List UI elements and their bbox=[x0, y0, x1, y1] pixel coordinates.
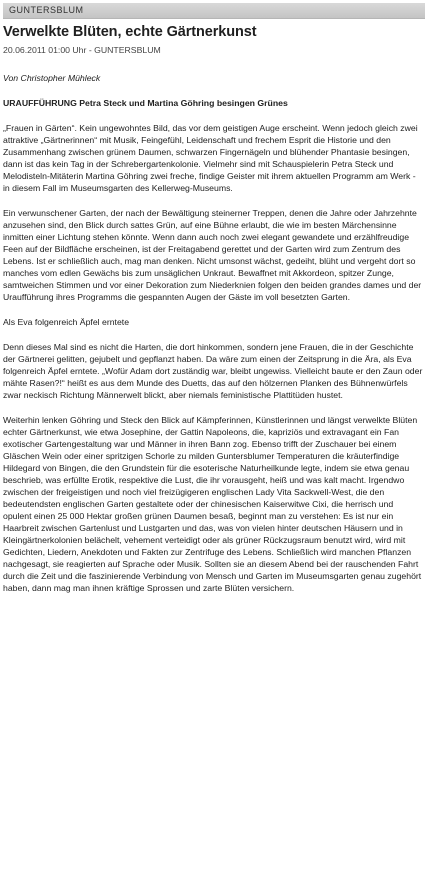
article-paragraph: Weiterhin lenken Göhring und Steck den Blick auf Kämpferinnen, Künstlerinnen und längst verwelkte Blüten echter Gärtnerkunst, wie etwa Josephine, der Gattin Napoleons, die, kapriziös und extravagant ein Fan exotischer Gartengestaltung war und Männer in ihren Bann zog. Ebenso trifft der Zuschauer bei einem Gläschen Wein oder einer spritzigen Schorle zu milden Guntersblumer Temperaturen die kräuterfindige Hildegard von Bingen, die den Grundstein für die esoterische Naturheilkunde legte, indem sie etwa genau beschrieb, was erfüllte Erotik, respektive die Lust, die ihr vorausgeht, heiß und was kalt macht. Irgendwo zwischen der freigeistigen und noch viel freizügigeren englischen Lady Vita Sackwell-West, die den bedeutendsten englischen Garten gestaltete oder der chinesischen Kaiserwitwe Cixi, die herrisch und opulent einen 25 000 Hektar großen grünen Daumen besaß, beginnt man zu verstehen: Es ist nur ein Haarbreit zwischen Gartenlust und Lustgarten und das, was von vielen hinter deutschen Häusern und in Kleingärtnerkolonien belächelt, vehement verteidigt oder als grüner Rückzugsraum benutzt wird, wird mit Gedichten, Liedern, Anekdoten und Fakten zur Zentrifuge des Lebens. Schließlich wird manchen Pflanzen nachgesagt, sie reagierten auf Sprache oder Musik. Sollten sie an diesem Abend bei der rauschenden Fahrt durch die Zeit und die faszinierende Verbindung von Mensch und Garten im Museumsgarten genau zugehört haben, dann mag man ihnen kräftige Sprossen und zarte Blüten versichern. bbox=[3, 415, 422, 593]
category-label: GUNTERSBLUM bbox=[3, 3, 425, 19]
article-lead: URAUFFÜHRUNG Petra Steck und Martina Göhring besingen Grünes bbox=[3, 98, 288, 108]
article-page bbox=[0, 3, 428, 594]
article-paragraph: „Frauen in Gärten“. Kein ungewohntes Bild, das vor dem geistigen Auge erscheint. Wenn jedoch gleich zwei attraktive „Gärtnerinnen“ mit Musik, Feingefühl, Leidenschaft und frechem Esprit die Historie und den Zusammenhang zwischen grünem Daumen, schwarzen Fingernägeln und blühender Phantasie besingen, dann ist das kein Tag in der Schrebergartenkolonie. Vielmehr sind mit Schauspielerin Petra Steck und Melodisteln-Mitäterin Martina Göhring zwei freche, findige Geister mit ihrem aktuellen Programm am Werk - in diesem Fall im Museumsgarten des Kellerweg-Museums. bbox=[3, 123, 418, 193]
article-paragraph: Ein verwunschener Garten, der nach der Bewältigung steinerner Treppen, denen die Jahre oder Jahrzehnte anzusehen sind, den Blick durch sattes Grün, auf eine Bühne erlaubt, die wie im besten Märchensinne inmitten einer Lichtung stehen könnte. Wenn dann auch noch zwei elegant gewandete und erzählfreudige Feen auf der Bildfläche erscheinen, ist der Freitagabend gerettet und der Garten wird zum Zentrum des Lebens. Ist er schließlich auch, mag man denken. Nicht umsonst wächst, gedeiht, blüht und vergeht dort so manches vom edlen Gewächs bis zum unsäglichen Unkraut. Bewaffnet mit Akkordeon, spitzer Zunge, samtweichen Stimmen und vor einer Dekoration zum Niederknien folgen den beiden grandes dames und der Uraufführung ihres Programms die gespannten Augen der Gäste im voll besetzten Garten. bbox=[3, 208, 422, 302]
article-dateline: 20.06.2011 01:00 Uhr - GUNTERSBLUM bbox=[3, 45, 161, 55]
article-subheading: Als Eva folgenreich Äpfel erntete bbox=[3, 317, 130, 327]
article-headline: Verwelkte Blüten, echte Gärtnerkunst bbox=[3, 24, 257, 40]
article-author: Von Christopher Mühleck bbox=[3, 73, 101, 83]
article-body bbox=[0, 72, 428, 594]
article-paragraph: Denn dieses Mal sind es nicht die Harten, die dort hinkommen, sondern jene Frauen, die in der Geschichte der Gärtnerei gelitten, gejubelt und gepflanzt haben. Da wäre zum einen der Zeitsprung in die Ära, als Eva folgenreich Äpfel erntete. „Wofür Adam dort zuständig war, bleibt ungewiss. Vielleicht baute er den Zaun oder mähte Rasen?!“ heißt es aus dem Munde des Duetts, das auf den hölzernen Planken des Bühnenwürfels zwar neckisch Richtung Männerwelt blickt, aber niemals feministische Plattitüden hustet. bbox=[3, 342, 423, 400]
